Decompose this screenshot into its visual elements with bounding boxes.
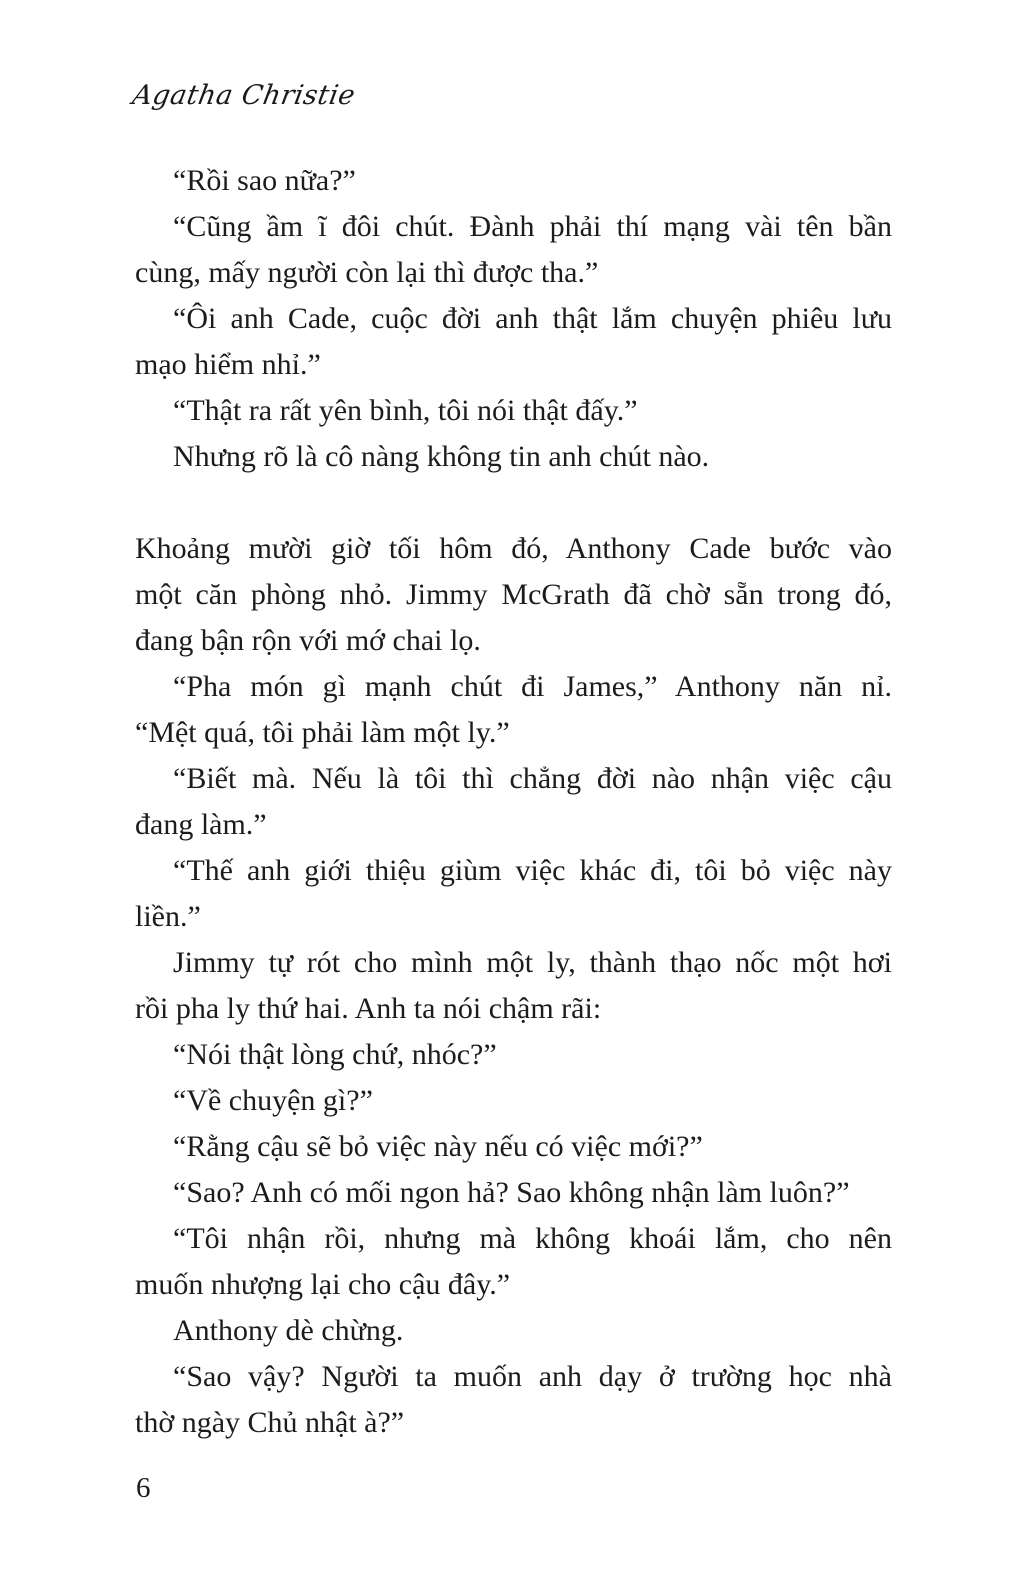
text-line: đang bận rộn với mớ chai lọ. <box>135 624 481 657</box>
text-line: “Sao? Anh có mối ngon hả? Sao không nhận làm luôn?” <box>173 1176 850 1209</box>
text-line: “Thế anh giới thiệu giùm việc khác đi, tôi bỏ việc này <box>173 854 892 887</box>
paragraph <box>135 526 892 664</box>
paragraph <box>135 204 892 296</box>
text-line: “Cũng ầm ĩ đôi chút. Đành phải thí mạng vài tên bần <box>173 210 892 243</box>
text-line: “Pha món gì mạnh chút đi James,” Anthony năn nỉ. <box>173 670 892 703</box>
text-line: liền.” <box>135 900 201 933</box>
page-number: 6 <box>136 1472 151 1504</box>
text-line: Anthony dè chừng. <box>173 1314 404 1347</box>
text-line: “Nói thật lòng chứ, nhóc?” <box>173 1038 497 1071</box>
text-line: “Thật ra rất yên bình, tôi nói thật đấy.” <box>173 394 638 427</box>
text-line: đang làm.” <box>135 808 267 841</box>
paragraph <box>135 158 892 204</box>
text-line: “Mệt quá, tôi phải làm một ly.” <box>135 716 510 749</box>
text-line: Nhưng rõ là cô nàng không tin anh chút nào. <box>173 440 710 473</box>
paragraph <box>135 756 892 848</box>
paragraph <box>135 848 892 940</box>
paragraph <box>135 434 892 480</box>
paragraph <box>135 388 892 434</box>
paragraph <box>135 1032 892 1078</box>
text-line: “Rằng cậu sẽ bỏ việc này nếu có việc mới?” <box>173 1130 703 1163</box>
paragraph <box>135 940 892 1032</box>
agatha-christie-signature-logo: Agatha Christie <box>130 80 358 111</box>
paragraph <box>135 1308 892 1354</box>
body-text <box>135 158 892 1446</box>
text-line: “Biết mà. Nếu là tôi thì chẳng đời nào nhận việc cậu <box>173 762 892 795</box>
text-line: Jimmy tự rót cho mình một ly, thành thạo nốc một hơi <box>173 946 892 979</box>
text-line: Khoảng mười giờ tối hôm đó, Anthony Cade bước vào <box>135 532 892 565</box>
text-line: mạo hiểm nhỉ.” <box>135 348 321 381</box>
paragraph <box>135 1124 892 1170</box>
paragraph <box>135 1354 892 1446</box>
text-line: “Rồi sao nữa?” <box>173 164 356 197</box>
text-line: một căn phòng nhỏ. Jimmy McGrath đã chờ sẵn trong đó, <box>135 578 892 611</box>
paragraph <box>135 1170 892 1216</box>
text-line: “Ôi anh Cade, cuộc đời anh thật lắm chuyện phiêu lưu <box>173 302 892 335</box>
text-line: “Tôi nhận rồi, nhưng mà không khoái lắm, cho nên <box>173 1222 892 1255</box>
paragraph <box>135 296 892 388</box>
text-line: “Sao vậy? Người ta muốn anh dạy ở trường học nhà <box>173 1360 892 1393</box>
paragraph <box>135 1078 892 1124</box>
paragraph <box>135 664 892 756</box>
paragraph <box>135 1216 892 1308</box>
text-line: rồi pha ly thứ hai. Anh ta nói chậm rãi: <box>135 992 602 1025</box>
text-line: thờ ngày Chủ nhật à?” <box>135 1406 405 1439</box>
text-line: muốn nhượng lại cho cậu đây.” <box>135 1268 511 1301</box>
text-line: “Về chuyện gì?” <box>173 1084 373 1117</box>
text-line: cùng, mấy người còn lại thì được tha.” <box>135 256 599 289</box>
